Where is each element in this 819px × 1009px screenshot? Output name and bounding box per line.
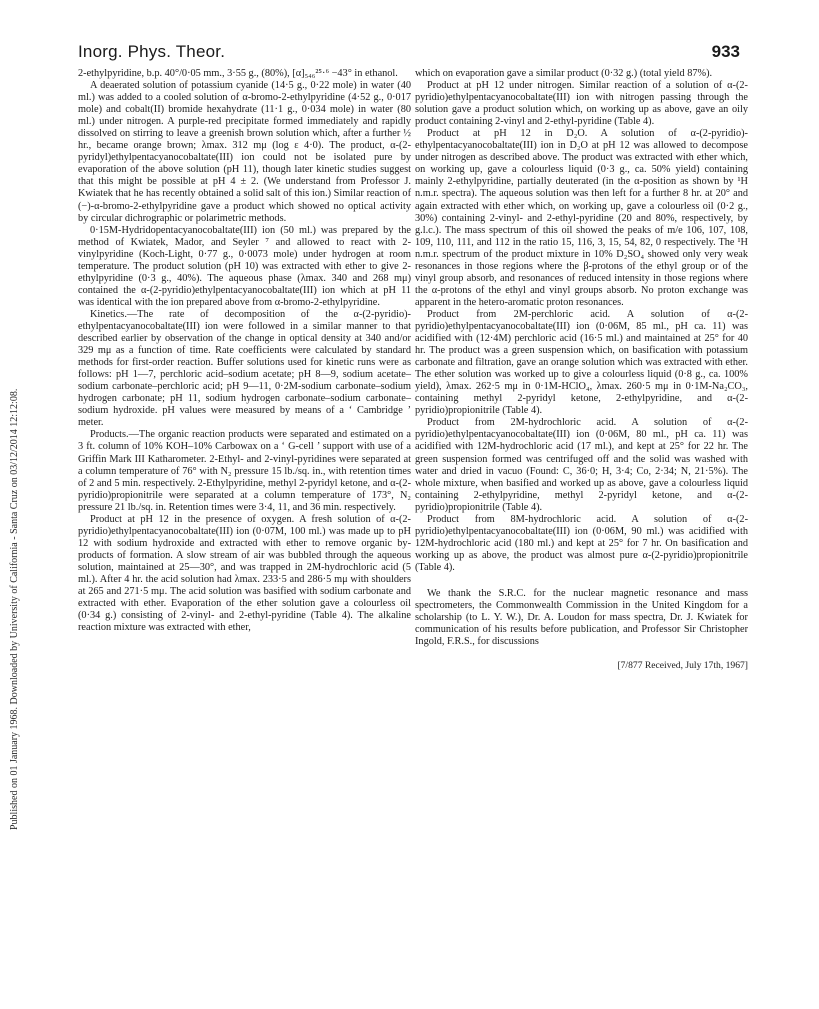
paragraph-ph12-oxygen: Product at pH 12 in the presence of oxygen. A fresh solution of α-(2-pyridio)ethylpentacyanocobaltate(III) ion (0·07M, 100 ml.) was made up to pH 12 with sodium hydroxide and extracted with ether to remove organic by-products of formation. A slow stream of air was bubbled through the aqueous solution, maintained at 25—30°, and was trapped in 2M-hydrochloric acid (5 ml.). After 4 hr. the acid solution had λmax. 233·5 and 286·5 mμ with shoulders at 265 and 271·5 mμ. The acid solution was basified with sodium carbonate and extracted with ether. Evaporation of the ether solution gave a colourless oil (0·34 g.) consisting of 2-vinyl- and 2-ethyl-pyridine (Table 4). The alkaline reaction mixture was extracted with ether, [78, 513, 411, 634]
paragraph-continuation: which on evaporation gave a similar product (0·32 g.) (total yield 87%). [415, 68, 713, 79]
download-notice: Published on 01 January 1968. Downloaded by University of California - Santa Cruz on 03/12/2014 12:12:08. [9, 388, 20, 830]
acknowledgements: We thank the S.R.C. for the nuclear magnetic resonance and mass spectrometers, the Commonwealth Commission in the United Kingdom for a scholarship (to L. Y. W.), Dr. A. Loudon for mass spectra, Dr. J. Kwiatek for communication of his results before publication, and Professor Sir Christopher Ingold, F.R.S., for discussions [415, 587, 748, 648]
paragraph-ph12-d2o: Product at pH 12 in D₂O. A solution of α-(2-pyridio)-ethylpentacyanocobaltate(III) ion in D₂O at pH 12 was allowed to decompose under nitrogen as described above. The product was extracted with ether which, on working up, gave a colourless liquid (0·3 g., ca. 50% yield) containing mainly 2-ethylpyridine, partially deuterated (in the α-position as shown by ¹H n.m.r. spectra). The aqueous solution was then left for a further 8 hr. at 20° and again extracted with ether which, on working up, gave a colourless oil (0·2 g., 30%) containing 2-vinyl- and 2-ethyl-pyridine (20 and 80%, respectively, by g.l.c.). The mass spectrum of this oil showed the peaks of m/e 106, 107, 108, 109, 110, 111, and 112 in the ratio 15, 116, 3, 15, 54, 82, 0 respectively. The ¹H n.m.r. spectrum of the product mixture in 10% D₂SO₄ showed only very weak resonances in those regions where the β-protons of the ethyl group or of the vinyl group absorb, and resonances of reduced intensity in those regions where the α-protons of the ethyl and vinyl groups absorb. No proton exchange was apparent in the hetero-aromatic proton resonances. [415, 128, 748, 308]
received-date: [7/877 Received, July 17th, 1967] [617, 660, 748, 672]
journal-title: Inorg. Phys. Theor. [78, 42, 226, 61]
download-watermark [8, 190, 22, 830]
left-column [78, 68, 411, 634]
right-column [415, 68, 748, 672]
paragraph-products: Products.—The organic reaction products were separated and estimated on a 3 ft. column of 10% KOH–10% Carbowax on a ‘ G-cell ’ support with use of a Griffin Mark III Katharometer. 2-Ethyl- and 2-vinyl-pyridines were separated at a column temperature of 76° with N₂ pressure 15 lb./sq. in., with retention times of 2 and 5 min. respectively. 2-Ethylpyridine, methyl 2-pyridyl ketone, and α-(2-pyridio)propionitrile were separated at a column temperature of 173°, N₂ pressure 21 lb./sq. in. Retention times were 3·4, 11, and 36 min. respectively. [78, 429, 411, 513]
paragraph-cyanide-reaction: A deaerated solution of potassium cyanide (14·5 g., 0·22 mole) in water (40 ml.) was added to a cooled solution of α-bromo-2-ethylpyridine (4·52 g., 0·017 mole) and cobalt(II) bromide hexahydrate (11·1 g., 0·034 mole) in water (80 ml.) under nitrogen. A purple-red precipitate formed immediately and rapidly dissolved on stirring to leave a greenish brown solution which, after a further ½ hr., became orange brown; λmax. 312 mμ (log ε 4·0). The product, α-(2-pyridyl)ethylpentacyanocobaltate(III) ion could not be isolated pure by evaporation of the above solution (pH 11), though later kinetic studies suggest that this might be possible at pH 4 ± 2. (We understand from Professor J. Kwiatek that he has recently obtained a solid salt of this ion.) Similar reaction of (−)-α-bromo-2-ethylpyridine gave a product which showed no optical activity by circular dichrographic or polarimetric methods. [78, 80, 411, 224]
paragraph-ethylpyridine-bp: 2-ethylpyridine, b.p. 40°/0·05 mm., 3·55 g., (80%), [α]₅₄₆²⁵·⁶ −43° in ethanol. [78, 68, 398, 79]
paragraph-8m-hydrochloric: Product from 8M-hydrochloric acid. A solution of α-(2-pyridio)ethylpentacyanocobaltate(III) ion (0·06M, 90 ml.) was acidified with 12M-hydrochloric acid (180 ml.) and kept at 25° for 7 hr. On basification and working up as above, the product was almost pure α-(2-pyridio)propionitrile (Table 4). [415, 513, 748, 573]
page-number: 933 [711, 42, 740, 61]
paragraph-2m-hydrochloric: Product from 2M-hydrochloric acid. A solution of α-(2-pyridio)ethylpentacyanocobaltate(III) ion (0·06M, 80 ml., pH ca. 11) was acidified with 12M-hydrochloric acid (17 ml.), and kept at 25° for 22 hr. The green suspension formed was centrifuged off and the solid was washed with water and dried in vacuo (Found: C, 36·0; H, 3·4; Co, 2·34; N, 21·5%). The whole mixture, when basified and worked up as above, gave a colourless liquid containing 2-ethylpyridine, methyl 2-pyridyl ketone, and α-(2-pyridio)propionitrile (Table 4). [415, 417, 748, 513]
paragraph-ph12-nitrogen: Product at pH 12 under nitrogen. Similar reaction of a solution of α-(2-pyridio)ethylpentacyanocobaltate(III) ion with nitrogen passing through the solution gave a product solution which, on working up as above, gave an oily product containing 2-vinyl and 2-ethyl-pyridine (Table 4). [415, 80, 748, 128]
paragraph-kinetics: Kinetics.—The rate of decomposition of the α-(2-pyridio)-ethylpentacyanocobaltate(III) ion were followed in a similar manner to that described earlier by observation of the change in optical density at 340 and/or 329 mμ as a function of time. Rate coefficients were calculated by standard methods for first-order reaction. Buffer solutions used for kinetic runs were as follows: pH 1—7, perchloric acid–sodium acetate; pH 8—9, sodium acetate–sodium carbonate–perchloric acid; pH 9—11, 0·2M-sodium carbonate–sodium hydrogen carbonate; pH 11, sodium hydrogen carbonate–sodium carbonate–sodium hydroxide. pH values were measured by means of a ‘ Cambridge ’ meter. [78, 308, 411, 429]
paragraph-hydridopentacyanocobaltate: 0·15M-Hydridopentacyanocobaltate(III) ion (50 ml.) was prepared by the method of Kwiatek, Mador, and Seyler ⁷ and allowed to react with 2-vinylpyridine (Koch-Light, 0·77 g., 0·0073 mole) under hydrogen at room temperature. The product solution (pH 10) was extracted with ether to give 2-ethylpyridine (0·3 g., 40%). The aqueous phase (λmax. 340 and 268 mμ) contained the α-(2-pyridio)ethylpentacyanocobaltate(III) ion which at pH 11 was identical with the ion prepared above from α-bromo-2-ethylpyridine. [78, 224, 411, 308]
paragraph-perchloric-acid: Product from 2M-perchloric acid. A solution of α-(2-pyridio)ethylpentacyanocobaltate(III) ion (0·06M, 85 ml., pH ca. 11) was acidified with (12·4M) perchloric acid (16·5 ml.) and maintained at 25° for 40 hr. The product was a green suspension which, on basification with potassium carbonate and filtration, gave an orange solution which was extracted with ether. The ether solution was worked up to give a colourless liquid (0·8 g., ca. 100% yield), λmax. 262·5 mμ in 0·1M-HClO₄, λmax. 260·5 mμ in 0·1M-Na₂CO₃, containing methyl 2-pyridyl ketone, 2-ethylpyridine, and α-(2-pyridio)propionitrile (Table 4). [415, 308, 748, 417]
